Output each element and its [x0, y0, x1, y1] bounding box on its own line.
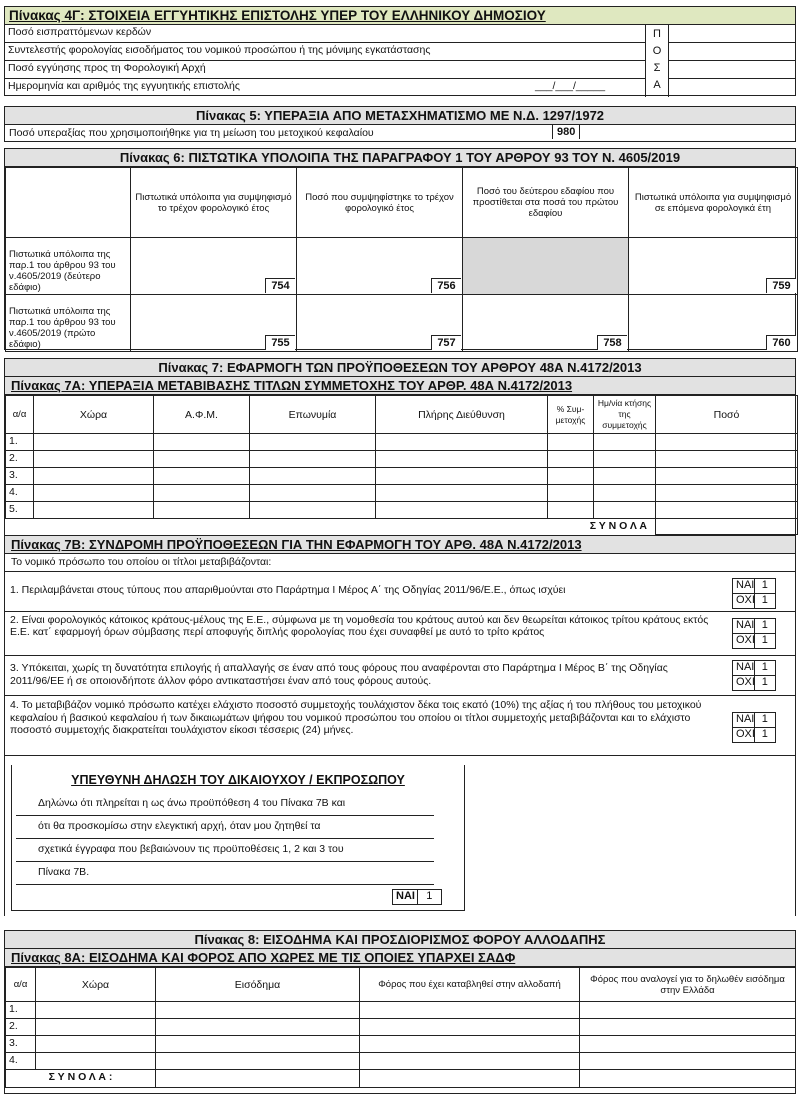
t7b-item-1: 1. Περιλαμβάνεται στους τύπους που απαριθμούνται στο Παράρτημα Ι Μέρος Α΄ της Οδηγίας 2011/96/Ε.Ε., όπως ισχύει ΝΑΙ 1 ΟΧΙ 1 [5, 572, 795, 612]
t6-cell-756[interactable] [297, 238, 463, 295]
table-5-row-label: Ποσό υπεραξίας που χρησιμοποιήθηκε για τη μείωση του μετοχικού κεφαλαίου [9, 127, 374, 139]
t8a-header-income: Εισόδημα [156, 968, 360, 1002]
table-7 [4, 358, 796, 916]
posa-values[interactable] [669, 25, 795, 97]
table-6-title: Πίνακας 6: ΠΙΣΤΩΤΙΚΑ ΥΠΟΛΟΙΠΑ ΤΗΣ ΠΑΡΑΓΡΑΦΟΥ 1 ΤΟΥ ΑΡΘΡΟΥ 93 ΤΟΥ Ν. 4605/2019 [5, 149, 795, 167]
declaration-title: ΥΠΕΥΘΥΝΗ ΔΗΛΩΣΗ ΤΟΥ ΔΙΚΑΙΟΥΧΟΥ / ΕΚΠΡΟΣΩΠΟΥ [71, 773, 405, 787]
declaration-yes: ΝΑΙ 1 [392, 889, 442, 905]
t8a-header-country: Χώρα [36, 968, 156, 1002]
table-8-title: Πίνακας 8: ΕΙΣΟΔΗΜΑ ΚΑΙ ΠΡΟΣΔΙΟΡΙΣΜΟΣ ΦΟΡΟΥ ΑΛΛΟΔΑΠΗΣ [5, 931, 795, 949]
t7b-item-2-yes[interactable]: 1 [754, 619, 776, 634]
table-row: 3. [6, 1036, 796, 1053]
t7b-item-4: 4. Το μεταβιβάζον νομικό πρόσωπο κατέχει ελάχιστο ποσοστό συμμετοχής τουλάχιστον δέκα τοις εκατό (10%) της αξίας ή του πλήθους του μετοχικού κεφαλαίου ή βασικού κεφαλαίου ή των δικαιωμάτων ψήφου του νομικού προσώπου του οποίου οι τίτλοι συμμετοχής μεταβιβάζονται και το ελάχιστο ποσοστό συμμετοχής διακρατείται τουλάχιστον είκοσι τέσσερις (24) μήνες. ΝΑΙ 1 ΟΧΙ 1 [5, 696, 795, 756]
t7b-item-1-yesno: ΝΑΙ 1 ΟΧΙ 1 [732, 578, 776, 609]
code-758: 758 [597, 335, 627, 350]
t7b-item-3-yes[interactable]: 1 [754, 661, 776, 676]
row-tax-rate: Συντελεστής φορολογίας εισοδήματος του νομικού προσώπου ή της μόνιμης εγκατάστασης [5, 43, 645, 61]
t7b-item-3-no[interactable]: 1 [754, 676, 776, 691]
t8a-header-greek-tax: Φόρος που αναλογεί για το δηλωθέν εισόδημα στην Ελλάδα [580, 968, 796, 1002]
t7a-total-field[interactable] [656, 519, 798, 535]
t6-row2-label: Πιστωτικά υπόλοιπα της παρ.1 του άρθρου 93 του ν.4605/2019 (πρώτο εδάφιο) [6, 295, 131, 352]
t6-cell-757[interactable] [297, 295, 463, 352]
row-guarantee-amount: Ποσό εγγύησης προς τη Φορολογική Αρχή [5, 61, 645, 79]
table-5-title: Πίνακας 5: ΥΠΕΡΑΞΙΑ ΑΠΟ ΜΕΤΑΣΧΗΜΑΤΙΣΜΟ ΜΕ Ν.Δ. 1297/1972 [5, 107, 795, 125]
table-4g [4, 6, 796, 96]
table-7a-title: Πίνακας 7Α: ΥΠΕΡΑΞΙΑ ΜΕΤΑΒΙΒΑΣΗΣ ΤΙΤΛΩΝ ΣΥΜΜΕΤΟΧΗΣ ΤΟΥ ΑΡΘΡ. 48Α Ν.4172/2013 [5, 377, 795, 395]
code-760: 760 [766, 335, 796, 350]
t6-cell-759[interactable] [629, 238, 798, 295]
t7b-intro: Το νομικό πρόσωπο του οποίου οι τίτλοι μεταβιβάζονται: [5, 554, 795, 572]
t7a-header-amount: Ποσό [656, 396, 798, 434]
t6-cell-755[interactable] [131, 295, 297, 352]
table-row: 2. [6, 451, 798, 468]
t7a-header-address: Πλήρης Διεύθυνση [376, 396, 548, 434]
table-7-title: Πίνακας 7: ΕΦΑΡΜΟΓΗ ΤΩΝ ΠΡΟΫΠΟΘΕΣΕΩΝ ΤΟΥ ΑΡΘΡΟΥ 48Α Ν.4172/2013 [5, 359, 795, 377]
t7b-item-2: 2. Είναι φορολογικός κάτοικος κράτους-μέλους της Ε.Ε., σύμφωνα με τη νομοθεσία του κράτους αυτού και δεν θεωρείται κάτοικος τρίτου κράτους εκτός Ε.Ε. κατ΄ εφαρμογή όρων σύμβασης περί αποφυγής διπλής φορολογίας που έχει συναφθεί με αυτό το τρίτο κράτος ΝΑΙ 1 ΟΧΙ 1 [5, 612, 795, 656]
t6-header-second-para: Ποσό του δεύτερου εδαφίου που προστίθεται στα ποσά του πρώτου εδαφίου [463, 168, 629, 238]
t7a-header-afm: Α.Φ.Μ. [154, 396, 250, 434]
t7b-item-1-no[interactable]: 1 [754, 594, 776, 609]
table-row: 4. [6, 1053, 796, 1070]
table-row: 1. [6, 1002, 796, 1019]
declaration-line-3: σχετικά έγγραφα που βεβαιώνουν τις προϋποθέσεις 1, 2 και 3 του [16, 839, 434, 862]
guarantee-date-field[interactable]: ___/___/_____ [535, 80, 606, 92]
declaration-line-2: ότι θα προσκομίσω στην ελεγκτική αρχή, όταν μου ζητηθεί τα [16, 816, 434, 839]
t7b-item-3: 3. Υπόκειται, χωρίς τη δυνατότητα επιλογής ή απαλλαγής σε έναν από τους φόρους που αναφέρονται στο Παράρτημα Ι Μέρος Β΄ της Οδηγίας 2011/96/ΕΕ ή σε οποιονδήποτε άλλον φόρο αντικαταστήσει έναν από τους φόρους αυτούς. ΝΑΙ 1 ΟΧΙ 1 [5, 656, 795, 696]
t8a-total-foreign-tax[interactable] [360, 1070, 580, 1088]
declaration-yes-value[interactable]: 1 [417, 890, 442, 905]
t8a-total-income[interactable] [156, 1070, 360, 1088]
t8a-total-greek-tax[interactable] [580, 1070, 796, 1088]
t7a-header-date: Ημ/νία κτήσης της συμμετοχής [594, 396, 656, 434]
t6-cell-760[interactable] [629, 295, 798, 352]
t6-cell-758[interactable] [463, 295, 629, 352]
code-980: 980 [552, 125, 580, 139]
t7b-item-4-yes[interactable]: 1 [754, 713, 776, 728]
t6-corner [6, 168, 131, 238]
code-754: 754 [265, 278, 295, 293]
t8a-header-aa: α/α [6, 968, 36, 1002]
code-756: 756 [431, 278, 461, 293]
t7b-item-4-yesno: ΝΑΙ 1 ΟΧΙ 1 [732, 712, 776, 743]
t6-cell-754[interactable] [131, 238, 297, 295]
t7a-total-row [6, 519, 798, 535]
table-7b-title: Πίνακας 7Β: ΣΥΝΔΡΟΜΗ ΠΡΟΫΠΟΘΕΣΕΩΝ ΓΙΑ ΤΗΝ ΕΦΑΡΜΟΓΗ ΤΟΥ ΑΡΘ. 48Α Ν.4172/2013 [5, 535, 795, 554]
table-row: 4. [6, 485, 798, 502]
table-row: 5. [6, 502, 798, 519]
declaration-line-4: Πίνακα 7Β. [16, 862, 434, 885]
table-4g-rows [5, 25, 645, 97]
declaration-line-1: Δηλώνω ότι πληρείται η ως άνω προϋπόθεση 4 του Πίνακα 7Β και [16, 793, 434, 816]
table-row: 3. [6, 468, 798, 485]
t7b-item-2-yesno: ΝΑΙ 1 ΟΧΙ 1 [732, 618, 776, 649]
table-row: 1. [6, 434, 798, 451]
table-4g-title: Πίνακας 4Γ: ΣΤΟΙΧΕΙΑ ΕΓΓΥΗΤΙΚΗΣ ΕΠΙΣΤΟΛΗΣ ΥΠΕΡ ΤΟΥ ΕΛΛΗΝΙΚΟΥ ΔΗΜΟΣΙΟΥ [5, 7, 795, 25]
table-7a [5, 395, 798, 535]
t6-row1-label: Πιστωτικά υπόλοιπα της παρ.1 του άρθρου 93 του ν.4605/2019 (δεύτερο εδάφιο) [6, 238, 131, 295]
table-5 [4, 106, 796, 142]
amount-980-field[interactable] [585, 125, 795, 142]
row-profits: Ποσό εισπραττόμενων κερδών [5, 25, 645, 43]
posa-label: Π Ο Σ Α [645, 25, 669, 97]
t6-header-credit-current: Πιστωτικά υπόλοιπα για συμψηφισμό το τρέχον φορολογικό έτος [131, 168, 297, 238]
t7b-item-3-yesno: ΝΑΙ 1 ΟΧΙ 1 [732, 660, 776, 691]
t8a-total-label: Σ Υ Ν Ο Λ Α : [6, 1070, 156, 1088]
table-6 [4, 148, 796, 350]
declaration-box [11, 765, 465, 911]
t7a-total-label: Σ Υ Ν Ο Λ Α [6, 519, 656, 535]
t7b-item-4-no[interactable]: 1 [754, 728, 776, 743]
table-8a-title: Πίνακας 8Α: ΕΙΣΟΔΗΜΑ ΚΑΙ ΦΟΡΟΣ ΑΠΟ ΧΩΡΕΣ ΜΕ ΤΙΣ ΟΠΟΙΕΣ ΥΠΑΡΧΕΙ ΣΑΔΦ [5, 949, 795, 967]
t7a-header-country: Χώρα [34, 396, 154, 434]
t7a-header-aa: α/α [6, 396, 34, 434]
code-755: 755 [265, 335, 295, 350]
t6-cell-shaded [463, 238, 629, 295]
code-757: 757 [431, 335, 461, 350]
table-8 [4, 930, 796, 1094]
t7b-item-1-yes[interactable]: 1 [754, 579, 776, 594]
t8a-header-foreign-tax: Φόρος που έχει καταβληθεί στην αλλοδαπή [360, 968, 580, 1002]
code-759: 759 [766, 278, 796, 293]
t8a-total-row [6, 1070, 796, 1088]
t6-header-credit-future: Πιστωτικά υπόλοιπα για συμψηφισμό σε επόμενα φορολογικά έτη [629, 168, 798, 238]
table-row: 2. [6, 1019, 796, 1036]
row-guarantee-date: Ημερομηνία και αριθμός της εγγυητικής επιστολής ___/___/_____ [8, 80, 606, 92]
t6-header-offset-current: Ποσό που συμψηφίστηκε το τρέχον φορολογικό έτος [297, 168, 463, 238]
t7a-header-name: Επωνυμία [250, 396, 376, 434]
t7b-item-2-no[interactable]: 1 [754, 634, 776, 649]
table-8a [5, 967, 796, 1088]
t7a-header-percent: % Συμ-μετοχής [548, 396, 594, 434]
